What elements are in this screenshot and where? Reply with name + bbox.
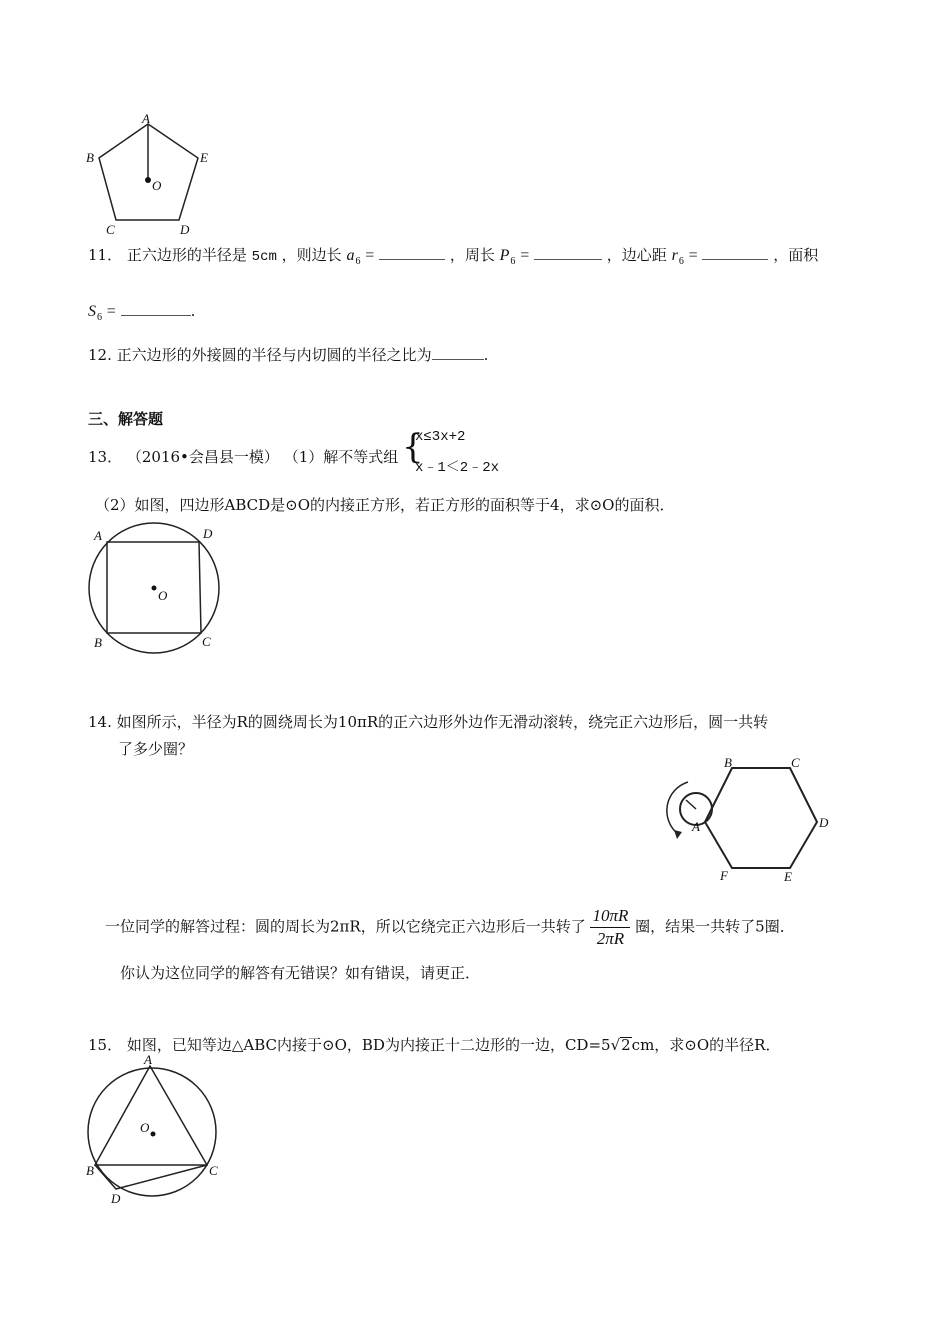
rotation-arrow-head xyxy=(674,830,682,839)
label-B: B xyxy=(86,150,94,165)
q15-text-post: cm，求⊙O的半径R． xyxy=(631,1036,781,1054)
center-point xyxy=(145,177,151,183)
label-A: A xyxy=(144,1052,152,1067)
q14-fraction xyxy=(590,906,630,949)
q11-p-blank[interactable] xyxy=(534,259,602,260)
center-point xyxy=(151,1132,156,1137)
q11-a-symbol: $a_6$ xyxy=(346,247,361,267)
q11-p-eq: = xyxy=(520,247,530,264)
question-12 xyxy=(88,344,488,365)
q11-text3: ，周长 xyxy=(449,246,495,264)
q13-inequality-1: x≤3x+2 xyxy=(415,429,466,445)
chords-BD-DC xyxy=(95,1165,207,1189)
q13-part1: （1）解不等式组 xyxy=(283,448,399,466)
label-C: C xyxy=(106,222,115,237)
q14-text-line1: 如图所示，半径为R的圆绕周长为10πR的正六边形外边作无滑动滚转，绕完正六边形后，圆一共转 xyxy=(116,713,769,731)
q11-text4: ，边心距 xyxy=(606,246,667,264)
q14-solution-post: 圈，结果一共转了5圈． xyxy=(635,917,795,936)
q11-s-eq: = xyxy=(106,303,116,320)
question-11-area xyxy=(88,302,195,321)
q13-brace: { xyxy=(402,427,424,467)
label-O: O xyxy=(152,178,162,193)
q13-part2: （2）如图，四边形ABCD是⊙O的内接正方形，若正方形的面积等于4，求⊙O的面积． xyxy=(95,496,675,514)
center-point xyxy=(152,586,157,591)
label-D: D xyxy=(203,526,213,541)
label-C: C xyxy=(791,755,800,770)
q11-s-symbol: $S_6$ xyxy=(88,303,102,323)
label-F: F xyxy=(720,868,728,883)
circle-radius-marker xyxy=(686,800,696,809)
q15-text-pre: 如图，已知等边△ABC内接于⊙O，BD为内接正十二边形的一边，CD=5 xyxy=(126,1036,611,1054)
label-B: B xyxy=(86,1163,94,1178)
label-D: D xyxy=(819,815,829,830)
q13-number: 13． xyxy=(88,448,123,466)
q12-blank[interactable] xyxy=(432,359,484,360)
q11-text5: ，面积 xyxy=(773,246,819,264)
q12-text: 正六边形的外接圆的半径与内切圆的半径之比为 xyxy=(116,346,432,364)
q14-number: 14. xyxy=(88,713,112,731)
q14-text-line2: 了多少圈？ xyxy=(118,740,194,758)
label-C: C xyxy=(209,1163,218,1178)
label-E: E xyxy=(784,869,792,884)
q11-r-symbol: $r_6$ xyxy=(671,247,684,267)
label-A: A xyxy=(142,112,150,126)
q14-fraction-numerator: 10πR xyxy=(590,906,630,928)
label-O: O xyxy=(158,588,168,603)
label-D: D xyxy=(111,1191,121,1206)
question-14-line1 xyxy=(88,711,768,732)
label-D: D xyxy=(180,222,190,237)
label-A: A xyxy=(692,819,700,834)
q14-fraction-denominator: 2πR xyxy=(596,929,625,948)
q12-end: . xyxy=(483,346,489,364)
label-B: B xyxy=(94,635,102,650)
question-13 xyxy=(88,446,398,467)
q14-solution-pre: 一位同学的解答过程：圆的周长为2πR，所以它绕完正六边形后一共转了 xyxy=(105,917,586,936)
label-O: O xyxy=(140,1120,150,1135)
q15-sqrt-sign: √ xyxy=(610,1036,621,1054)
q11-a-eq: = xyxy=(365,247,375,264)
hexagon-rolling-figure xyxy=(650,752,840,888)
triangle-in-circle-figure xyxy=(82,1052,227,1212)
q11-a-blank[interactable] xyxy=(379,259,445,260)
q15-sqrt-value: 2 xyxy=(621,1036,631,1054)
q11-s-blank[interactable] xyxy=(121,315,191,316)
q13-inequality-2: x﹣1＜2﹣2x xyxy=(415,460,500,476)
pentagon-figure xyxy=(80,112,220,237)
rotation-arrow-arc xyxy=(667,782,688,834)
label-C: C xyxy=(202,634,211,649)
q11-r-blank[interactable] xyxy=(702,259,768,260)
q11-p-symbol: $P_6$ xyxy=(499,247,516,267)
label-A: A xyxy=(94,528,102,543)
q11-number: 11． xyxy=(88,246,123,264)
section-title: 三、解答题 xyxy=(88,410,164,428)
q11-end: . xyxy=(190,302,196,320)
q15-number: 15． xyxy=(88,1036,123,1054)
label-B: B xyxy=(724,755,732,770)
q12-number: 12. xyxy=(88,346,112,364)
q13-source: （2016•会昌县一模） xyxy=(126,448,279,466)
square-in-circle-figure xyxy=(82,520,227,654)
hexagon-shape xyxy=(705,768,817,868)
q11-text1: 正六边形的半径是 xyxy=(126,246,247,264)
q11-radius: 5cm xyxy=(251,249,277,265)
q14-solution xyxy=(105,906,795,949)
question-11 xyxy=(88,244,818,265)
q11-r-eq: = xyxy=(688,247,698,264)
label-E: E xyxy=(200,150,208,165)
q11-text2: ，则边长 xyxy=(281,246,342,264)
q14-question: 你认为这位同学的解答有无错误？如有错误，请更正． xyxy=(120,964,481,982)
